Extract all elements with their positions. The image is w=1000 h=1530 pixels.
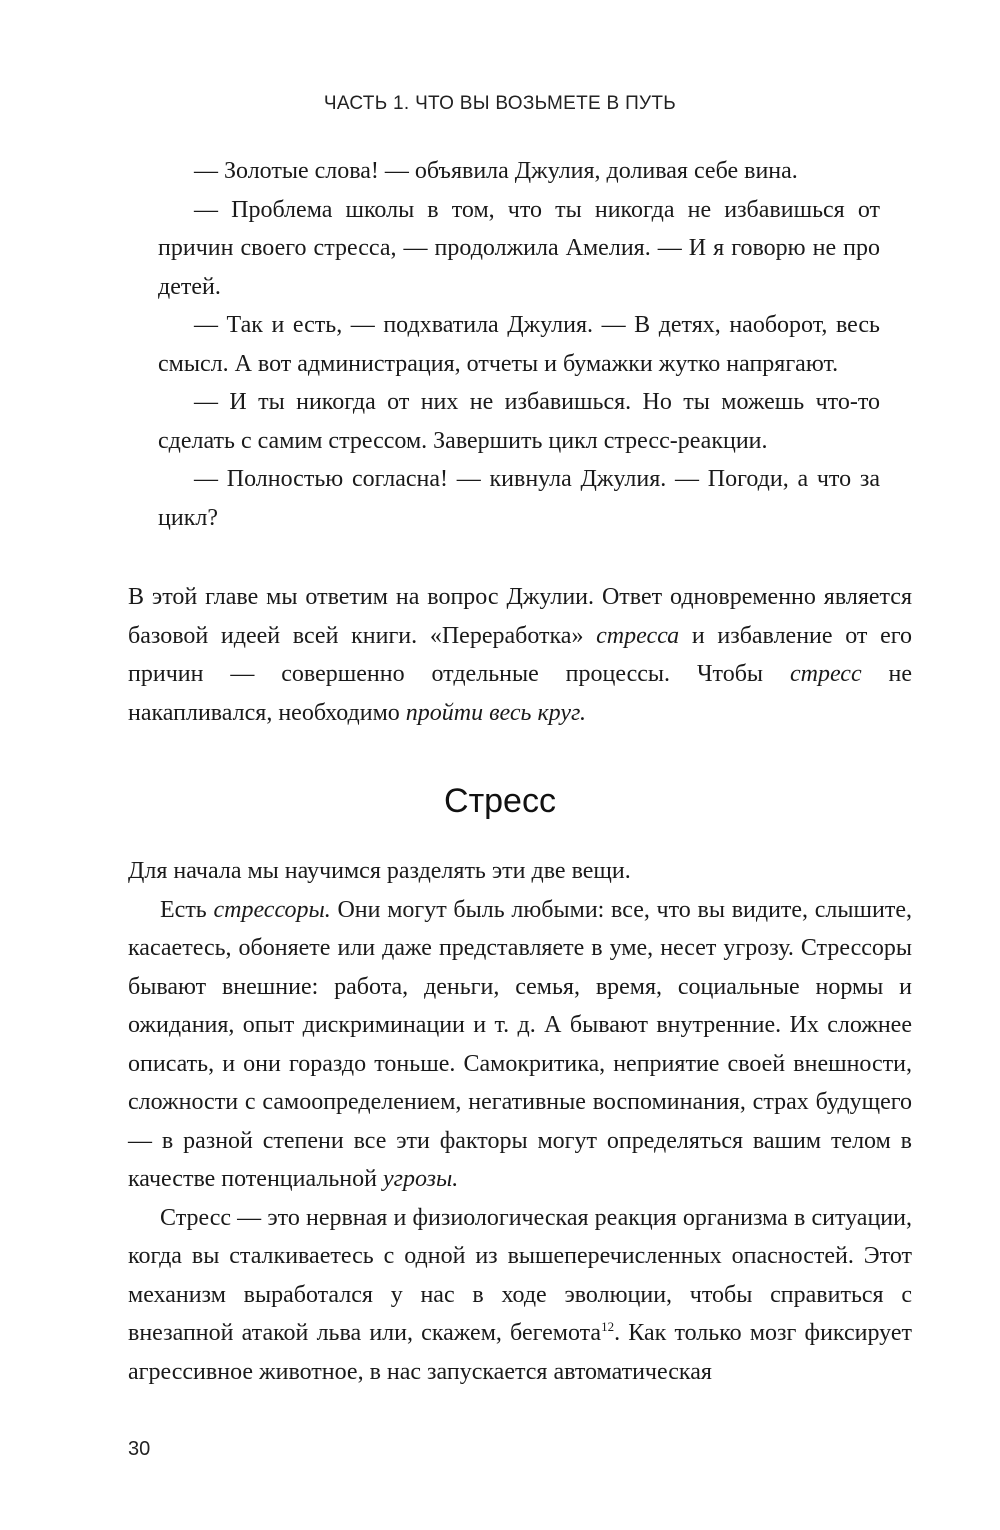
intro-emphasis: пройти весь круг. xyxy=(405,699,587,726)
dialogue-line: — Полностью согласна! — кивнула Джулия. — Погоди, а что за цикл? xyxy=(158,466,880,531)
footnote-marker: 12 xyxy=(601,1319,615,1334)
intro-emphasis: стресс xyxy=(789,661,862,687)
paragraph-text: Они могут быль любыми: все, что вы видите, слышите, касаетесь, обоняете или даже представляете в уме, несет угрозу. Стрессоры бывают внешние: работа, деньги, семья, время, социальные нормы и ожидания, опыт дискриминации и т. д. А бывают внутренние. Их сложнее описать, и они гораздо тоньше. Самокритика, неприятие своей внешности, сложности с самоопределением, негативные воспоминания, страх будущего — в разной степени все эти факторы могут определяться вашим телом в качестве потенциальной xyxy=(128,896,912,1192)
paragraph-text: Стресс — это нервная и физиологическая реакция организма в ситуации, когда вы сталкиваетесь с одной из вышеперечисленных опасностей. Этот механизм выработался у нас в ходе эволюции, чтобы справиться с внезапной атакой льва или, скажем, бегемота xyxy=(128,1204,912,1346)
section-paragraph xyxy=(128,1199,912,1392)
intro-paragraph xyxy=(128,578,912,732)
intro-text: не накапливался, необходимо xyxy=(128,661,913,726)
paragraph-emphasis: стрессоры. xyxy=(213,896,331,923)
running-head: ЧАСТЬ 1. ЧТО ВЫ ВОЗЬМЕТЕ В ПУТЬ xyxy=(323,93,677,114)
section-body xyxy=(128,852,912,1391)
intro-emphasis: стресса xyxy=(596,622,680,649)
dialogue-line: — И ты никогда от них не избавишься. Но ты можешь что-то сделать с самим стрессом. Завершить цикл стресс-реакции. xyxy=(158,389,880,454)
section-heading: Стресс xyxy=(444,782,556,820)
dialogue-line: — Так и есть, — подхватила Джулия. — В детях, наоборот, весь смысл. А вот администрация, отчеты и бумажки жутко напрягают. xyxy=(158,312,880,377)
section-paragraph: Для начала мы научимся разделять эти две вещи. xyxy=(128,858,631,884)
paragraph-text: Есть xyxy=(160,896,214,923)
page-number: 30 xyxy=(128,1438,151,1460)
dialogue-line: — Золотые слова! — объявила Джулия, доливая себе вина. xyxy=(194,158,798,184)
intro-text: и избавление от его причин — совершенно отдельные процессы. Чтобы xyxy=(128,622,912,687)
paragraph-emphasis: угрозы. xyxy=(382,1166,459,1192)
dialogue-line: — Проблема школы в том, что ты никогда не избавишься от причин своего стресса, — продолжила Амелия. — И я говорю не про детей. xyxy=(158,196,880,300)
section-paragraph xyxy=(128,891,912,1199)
paragraph-text: . Как только мозг фиксирует агрессивное животное, в нас запускается автоматическая xyxy=(128,1320,912,1385)
dialogue-block xyxy=(158,152,880,537)
intro-text: В этой главе мы ответим на вопрос Джулии. Ответ одновременно является базовой идеей всей книги. «Переработка» xyxy=(128,584,912,649)
